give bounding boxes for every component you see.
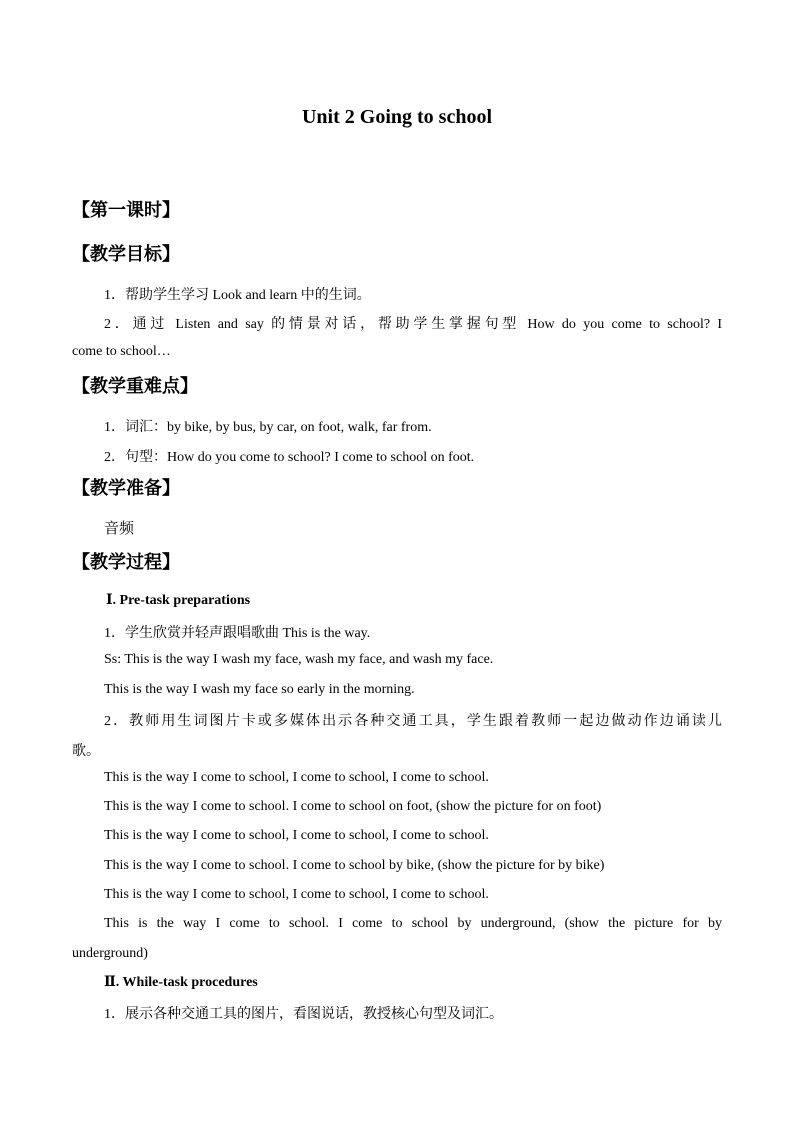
- pre-task-step-1: 1．学生欣赏并轻声跟唱歌曲 This is the way.: [104, 626, 371, 641]
- document-title: Unit 2 Going to school: [301, 106, 493, 128]
- chant-line: This is the way I come to school, I come to school, I come to school.: [104, 770, 489, 785]
- objective-1: 1．帮助学生学习 Look and learn 中的生词。: [104, 288, 371, 303]
- key-point-1: 1．词汇：by bike, by bus, by car, on foot, walk, far from.: [104, 420, 432, 435]
- while-task-heading: Ⅱ. While-task procedures: [104, 975, 258, 990]
- section-preparation-heading: 【教学准备】: [72, 478, 180, 498]
- section-objectives-heading: 【教学目标】: [72, 244, 180, 264]
- key-point-2: 2．句型：How do you come to school? I come to school on foot.: [104, 450, 475, 465]
- section-lesson-heading: 【第一课时】: [72, 200, 180, 220]
- while-task-step-1: 1．展示各种交通工具的图片，看图说话，教授核心句型及词汇。: [104, 1007, 503, 1022]
- section-key-points-heading: 【教学重难点】: [72, 376, 198, 396]
- preparation-item: 音频: [104, 521, 135, 537]
- chant-line: This is the way I come to school. I come to school by bike, (show the picture for by bike): [104, 858, 605, 873]
- chant-line: This is the way I come to school. I come to school on foot, (show the picture for on foot): [104, 799, 602, 814]
- chant-line-last-continued: underground): [72, 946, 148, 961]
- objective-2: 2．通过 Listen and say 的情景对话，帮助学生掌握句型 How do you come to school? I: [104, 317, 722, 332]
- chant-line: This is the way I come to school, I come to school, I come to school.: [104, 887, 489, 902]
- pre-task-step-2: 2．教师用生词图片卡或多媒体出示各种交通工具，学生跟着教师一起边做动作边诵读儿: [104, 714, 722, 729]
- chant-line-last: This is the way I come to school. I come to school by underground, (show the picture for by: [104, 916, 722, 931]
- song-line-1: Ss: This is the way I wash my face, wash my face, and wash my face.: [104, 652, 494, 667]
- song-line-2: This is the way I wash my face so early in the morning.: [104, 682, 415, 697]
- objective-2-continued: come to school…: [72, 344, 171, 359]
- section-process-heading: 【教学过程】: [72, 552, 180, 572]
- chant-line: This is the way I come to school, I come to school, I come to school.: [104, 828, 489, 843]
- pre-task-heading: Ⅰ. Pre-task preparations: [106, 593, 251, 608]
- pre-task-step-2-continued: 歌。: [72, 744, 100, 759]
